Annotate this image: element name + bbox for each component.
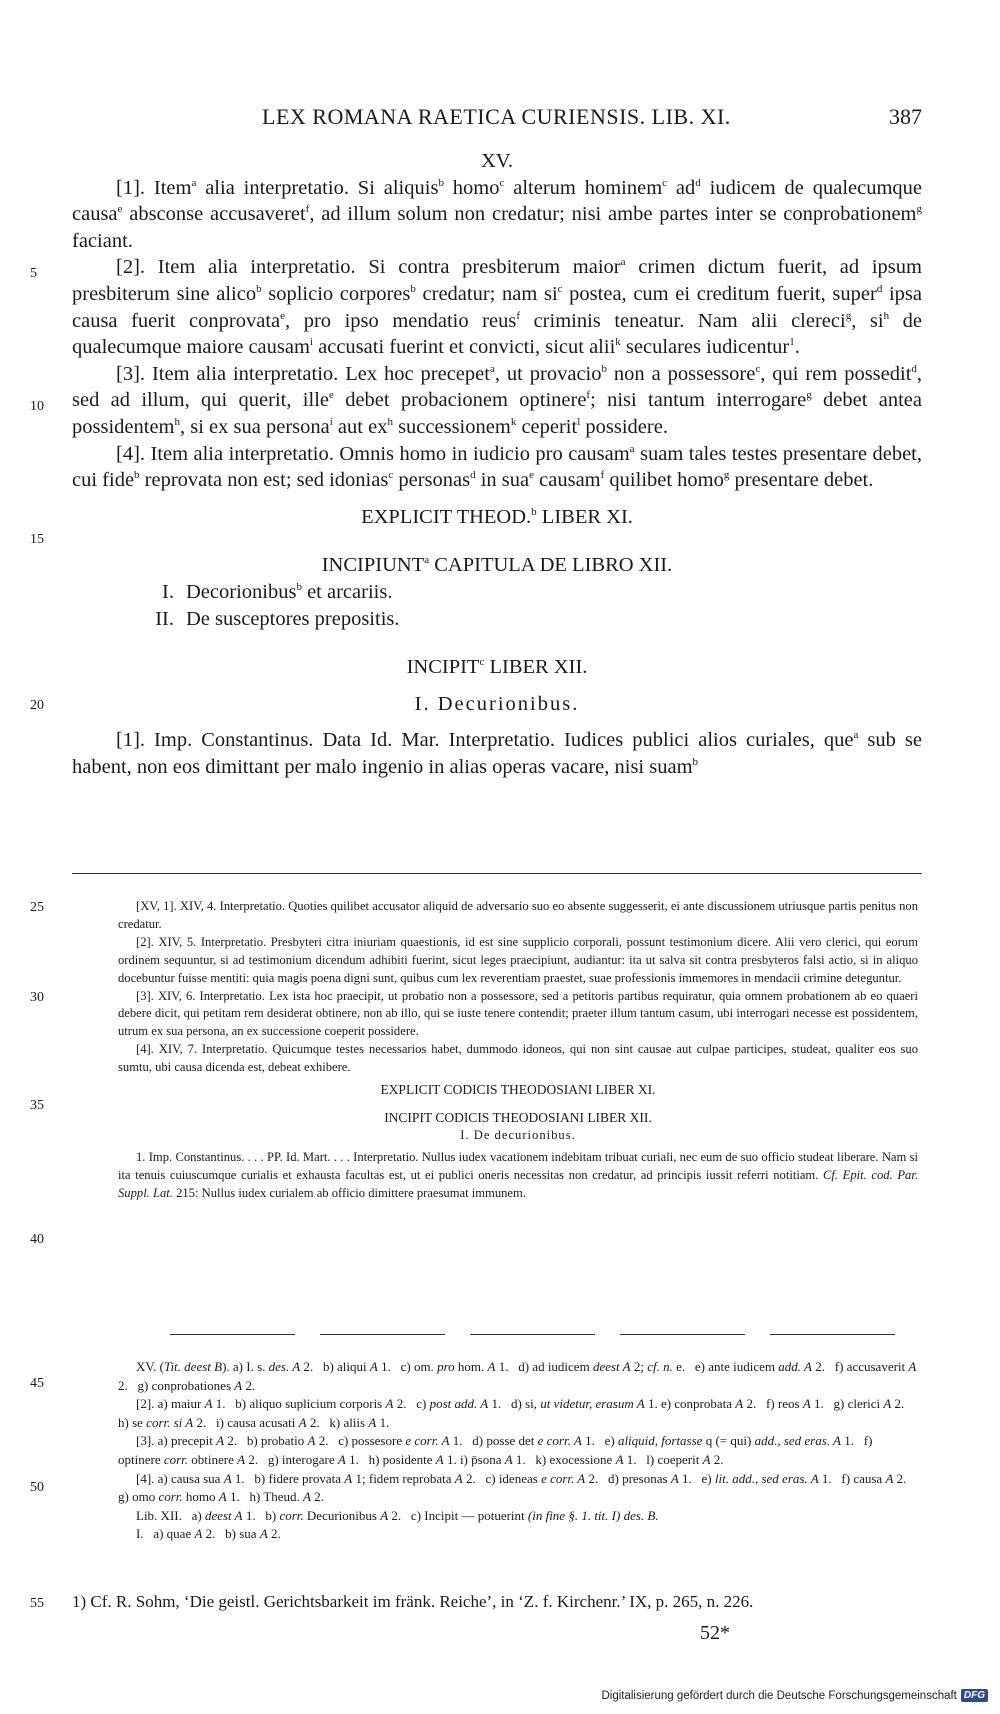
apparatus-entry: XV. (Tit. deest B). a) I. s. des. A 2. b) aliqui A 1. c) om. pro hom. A 1. d) ad iudicem deest A 2; cf. n. e. e) ante iudicem add. A 2. f) accusaverit A 2. g) conprobationes A 2. [118, 1359, 917, 1393]
source-note: [2]. XIV, 5. Interpretatio. Presbyteri citra iniuriam quaestionis, id est sine supplicio corporali, possunt testimonium dicere. Alii vero clerici, qui eorum ordinem sequuntur, si ad testimonium dicendum adhibiti fuerint, sicut leges praecipiunt, audiantur: ita ut salva sit contra presbyteros falsi actio, si in aliquo docebuntur fuisse mentiti: quia magis poena digni sunt, quibus cum lex reverentiam praestet, suae professionis immemores in mendacii crimine deteguntur. [118, 934, 918, 985]
source-note: 1. Imp. Constantinus. . . . PP. Id. Mart. . . . Interpretatio. Nullus iudex vacationem indebitam tribuat curiali, nec eum de suo officio studeat liberare. Nam si ita tenuis cuiuscumque curialis et exhausta facultas est, ut ei publici oneris necessitas non credatur, ad principis iussit referri notitiam. Cf. Epit. cod. Par. Suppl. Lat. 215: Nullus iudex curialem ab officio dimittere praesumat immunem. [118, 1149, 918, 1200]
source-note: [3]. XIV, 6. Interpretatio. Lex ista hoc praecipit, ut probatio non a possessore, sed a petitoris partibus requiratur, quia omnem probationem ab eo quaeri debere dicit, qui petitam rem desiderat obtinere, non ab illo, qui se iuste tenere contendit; praeter illum tantum casum, ubi interrogari necesse est possidentem, utrum ex sua persona, an ex successione coeperit possidere. [118, 988, 918, 1039]
explicit-heading: EXPLICIT THEOD.$^b$ LIBER XI. [361, 505, 633, 528]
running-header [72, 104, 922, 134]
page-number: 387 [889, 104, 922, 129]
line-number: 10 [30, 399, 44, 414]
source-notes [118, 898, 918, 1203]
line-number: 55 [30, 1596, 44, 1611]
apparatus-divider [320, 1334, 445, 1335]
paragraph-4: [4]. Item alia interpretatio. Omnis homo in iudicio pro causam$^a$ suam tales testes presentare debet, cui fide$^b$ reprovata non est; sed idonias$^c$ personas$^d$ in sua$^e$ causam$^f$ quilibet homo$^g$ presentare debet. [72, 442, 922, 492]
apparatus-divider [470, 1334, 595, 1335]
dfg-logo: DFG [961, 1689, 988, 1702]
chapter-entry [144, 606, 922, 633]
section-number: XV. [480, 150, 514, 172]
notes-incipit: INCIPIT CODICIS THEODOSIANI LIBER XII. [384, 1109, 652, 1125]
paragraph-1: [1]. Item$^a$ alia interpretatio. Si aliquis$^b$ homo$^c$ alterum hominem$^c$ $ad^d$ iudicem de qualecumque causa$^e$ absconse accusaveret$^f$, ad illum solum non credatur; nisi ambe partes inter se conprobationem$^g$ faciant. [72, 176, 923, 252]
apparatus-entry: [2]. a) maiur A 1. b) aliquo suplicium corporis A 2. c) post add. A 1. d) si, ut videtur, erasum A 1. e) conprobata A 2. f) reos A 1. g) clerici A 2. h) se corr. si A 2. i) causa acusati A 2. k) aliis A 1. [118, 1396, 911, 1430]
notes-title: I. De decurionibus. [460, 1127, 576, 1142]
chapter-number: II. [155, 607, 174, 630]
apparatus-divider [170, 1334, 295, 1335]
chapter-title: De susceptores prepositis. [186, 607, 400, 630]
footnote: 1) Cf. R. Sohm, ‘Die geistl. Gerichtsbarkeit im fränk. Reiche’, in ‘Z. f. Kirchenr.’ IX, p. 265, n. 226. [72, 1592, 754, 1611]
title-heading: I. Decurionibus. [414, 692, 580, 715]
paragraph-2: [2]. Item alia interpretatio. Si contra presbiterum maior$^a$ crimen dictum fuerit, ad ipsum presbiterum sine alico$^b$ soplicio corpores$^b$ credatur; nam $si^c$ postea, cum ei creditum fuerit, super$^d$ ipsa causa fuerit conprovata$^e$, pro ipso mendatio reus$^f$ criminis teneatur. Nam alii clereci$^g$, $si^h$ de qualecumque maiore causam$^i$ accusati fuerint et convicti, sicut alii$^k$ seculares iudicentur$^1$. [72, 256, 922, 359]
line-number: 35 [30, 1098, 44, 1113]
apparatus-entry: [4]. a) causa sua A 1. b) fidere provata A 1; fidem reprobata A 2. c) ideneas e corr. A 2. d) presonas A 1. e) lit. add., sed eras. A 1. f) causa A 2. g) omo corr. homo A 1. h) Theud. A 2. [118, 1470, 913, 1505]
digitization-credit [601, 1689, 988, 1702]
line-number: 20 [30, 698, 44, 713]
signature-mark: 52* [700, 1622, 730, 1644]
line-number: 50 [30, 1480, 44, 1495]
line-number: 15 [30, 532, 44, 547]
line-number: 40 [30, 1232, 44, 1247]
main-text [72, 148, 922, 780]
critical-apparatus [118, 1358, 918, 1544]
apparatus-entry: [3]. a) precepit A 2. b) probatio A 2. c) possesore e corr. A 1. d) posse det e corr. A 1. e) aliquid, fortasse q (= qui) add., sed eras. A 1. f) optinere corr. obtinere A 2. g) interogare A 1. h) posidente A 1. i) p̄sona A 1. k) exocessione A 1. l) coeperit A 2. [118, 1433, 873, 1467]
section-divider [72, 873, 922, 874]
incipiunt-heading: INCIPIUNT$^a$ CAPITULA DE LIBRO XII. [321, 554, 673, 577]
paragraph-3: [3]. Item alia interpretatio. Lex hoc precepet$^a$, ut provacio$^b$ non a possessore$^c$, qui rem possedit$^d$, sed ad illum, qui querit, ille$^e$ debet probacionem optinere$^f$; nisi tantum interrogare$^g$ debet antea possidentem$^h$, si ex sua persona$^i$ aut $ex^h$ successionem$^k$ ceperit$^l$ possidere. [72, 362, 923, 438]
credit-text: Digitalisierung gefördert durch die Deutsche Forschungsgemeinschaft [601, 1689, 957, 1702]
paragraph-5: [1]. Imp. Constantinus. Data Id. Mar. Interpretatio. Iudices publici alios curiales, que$^a$ sub se habent, non eos dimittant per malo ingenio in alias operas vacare, nisi suam$^b$ [72, 729, 922, 778]
line-number: 25 [30, 900, 44, 915]
chapter-title: Decorionibus$^b$ et arcariis. [186, 580, 393, 603]
apparatus-divider [770, 1334, 895, 1335]
source-note: [4]. XIV, 7. Interpretatio. Quicumque testes necessarios habet, dummodo idoneos, qui non sint causae aut culpae participes, studeat, qualiter eos suo sumtu, ubi causa dicenda est, debeat exhibere. [118, 1042, 918, 1075]
apparatus-divider [620, 1334, 745, 1335]
apparatus-entry: I. a) quae A 2. b) sua A 2. [136, 1526, 281, 1542]
line-number: 30 [30, 990, 44, 1005]
running-title: LEX ROMANA RAETICA CURIENSIS. LIB. XI. [262, 104, 731, 129]
line-number: 45 [30, 1376, 44, 1391]
notes-explicit: EXPLICIT CODICIS THEODOSIANI LIBER XI. [380, 1082, 656, 1098]
chapter-entry [144, 579, 922, 606]
source-note: [XV, 1]. XIV, 4. Interpretatio. Quoties quilibet accusator aliquid de adversario suo eo absente suggesserit, ei ante discussionem utriusque partis penitus non credatur. [118, 899, 918, 931]
incipit-heading: INCIPIT$^c$ LIBER XII. [406, 656, 588, 679]
chapter-number: I. [162, 580, 174, 603]
apparatus-entry: Lib. XII. a) deest A 1. b) corr. Decurionibus A 2. c) Incipit — potuerint (in fine §. 1. tit. I) des. B. [136, 1507, 659, 1523]
line-number: 5 [30, 266, 37, 281]
